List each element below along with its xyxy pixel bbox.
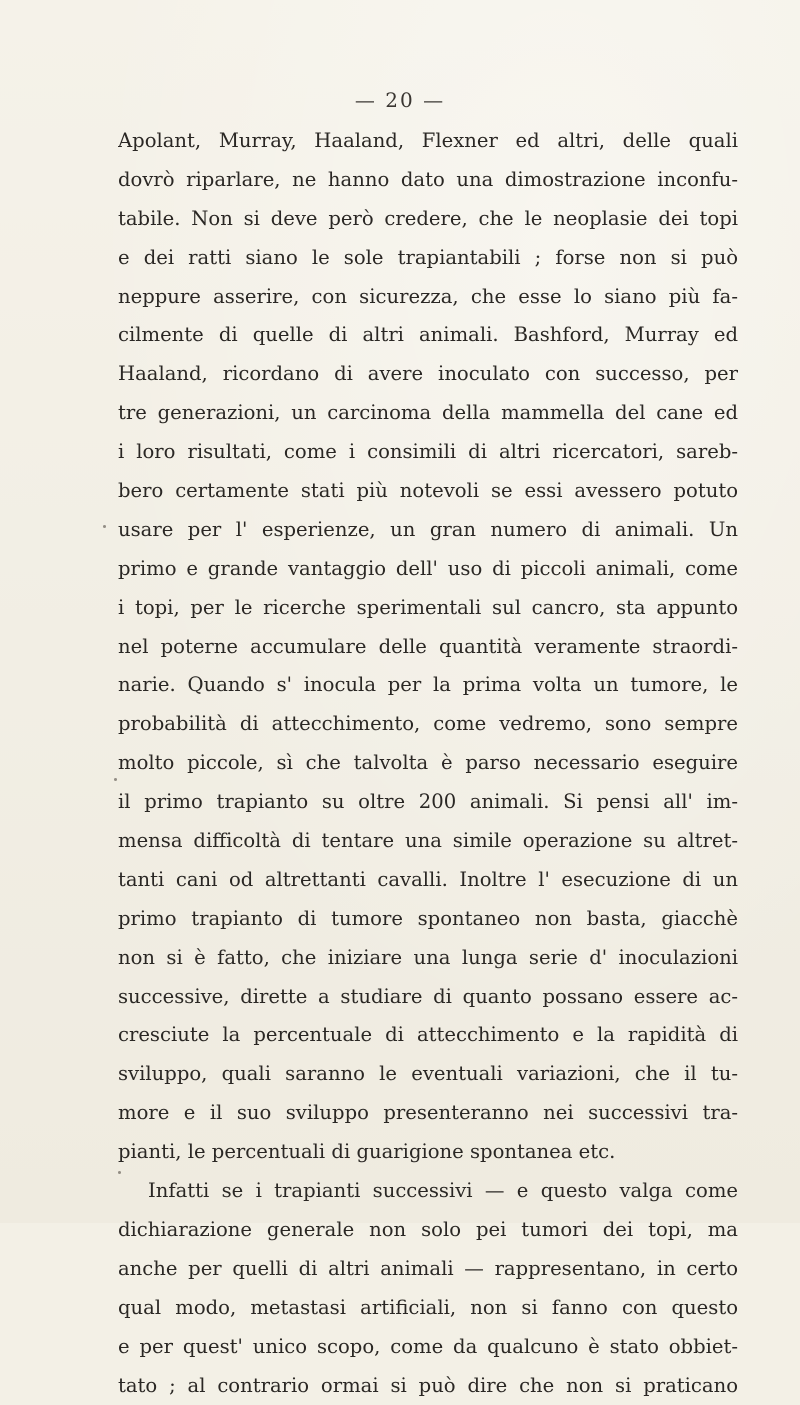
- text-line: dovrò riparlare, ne hanno dato una dimostrazione inconfu-: [118, 161, 738, 200]
- paper-speck: [118, 1171, 121, 1174]
- text-line: Haaland, ricordano di avere inoculato con successo, per: [118, 355, 738, 394]
- text-line: qual modo, metastasi artificiali, non si fanno con questo: [118, 1289, 738, 1328]
- text-line: anche per quelli di altri animali — rappresentano, in certo: [118, 1250, 738, 1289]
- text-line: probabilità di attecchimento, come vedremo, sono sempre: [118, 705, 738, 744]
- text-line: primo trapianto di tumore spontaneo non basta, giacchè: [118, 900, 738, 939]
- text-line: Apolant, Murray, Haaland, Flexner ed altri, delle quali: [118, 122, 738, 161]
- text-line: i loro risultati, come i consimili di altri ricercatori, sareb-: [118, 433, 738, 472]
- page-number: — 20 —: [0, 88, 800, 112]
- text-line: more e il suo sviluppo presenteranno nei successivi tra-: [118, 1094, 738, 1133]
- text-line: primo e grande vantaggio dell' uso di piccoli animali, come: [118, 550, 738, 589]
- text-line: e dei ratti siano le sole trapiantabili ; forse non si può: [118, 239, 738, 278]
- text-line: il primo trapianto su oltre 200 animali. Si pensi all' im-: [118, 783, 738, 822]
- text-line: bero certamente stati più notevoli se essi avessero potuto: [118, 472, 738, 511]
- paper-speck: [103, 525, 106, 528]
- text-line: cilmente di quelle di altri animali. Bashford, Murray ed: [118, 316, 738, 355]
- text-line: neppure asserire, con sicurezza, che esse lo siano più fa-: [118, 278, 738, 317]
- paper-speck: [114, 778, 117, 781]
- text-line: molto piccole, sì che talvolta è parso necessario eseguire: [118, 744, 738, 783]
- text-line: pianti, le percentuali di guarigione spontanea etc.: [118, 1133, 738, 1172]
- text-line: tabile. Non si deve però credere, che le neoplasie dei topi: [118, 200, 738, 239]
- text-line: tato ; al contrario ormai si può dire che non si praticano: [118, 1367, 738, 1405]
- text-line: usare per l' esperienze, un gran numero di animali. Un: [118, 511, 738, 550]
- text-line: nel poterne accumulare delle quantità veramente straordi-: [118, 628, 738, 667]
- text-line: e per quest' unico scopo, come da qualcuno è stato obbiet-: [118, 1328, 738, 1367]
- text-line: mensa difficoltà di tentare una simile operazione su altret-: [118, 822, 738, 861]
- text-line: tre generazioni, un carcinoma della mammella del cane ed: [118, 394, 738, 433]
- text-line: successive, dirette a studiare di quanto possano essere ac-: [118, 978, 738, 1017]
- text-line: narie. Quando s' inocula per la prima volta un tumore, le: [118, 666, 738, 705]
- text-line: sviluppo, quali saranno le eventuali variazioni, che il tu-: [118, 1055, 738, 1094]
- body-text: [118, 122, 738, 1405]
- text-line: tanti cani od altrettanti cavalli. Inoltre l' esecuzione di un: [118, 861, 738, 900]
- text-line: cresciute la percentuale di attecchimento e la rapidità di: [118, 1016, 738, 1055]
- text-line: dichiarazione generale non solo pei tumori dei topi, ma: [118, 1211, 738, 1250]
- text-line: i topi, per le ricerche sperimentali sul cancro, sta appunto: [118, 589, 738, 628]
- text-line: Infatti se i trapianti successivi — e questo valga come: [118, 1172, 738, 1211]
- text-line: non si è fatto, che iniziare una lunga serie d' inoculazioni: [118, 939, 738, 978]
